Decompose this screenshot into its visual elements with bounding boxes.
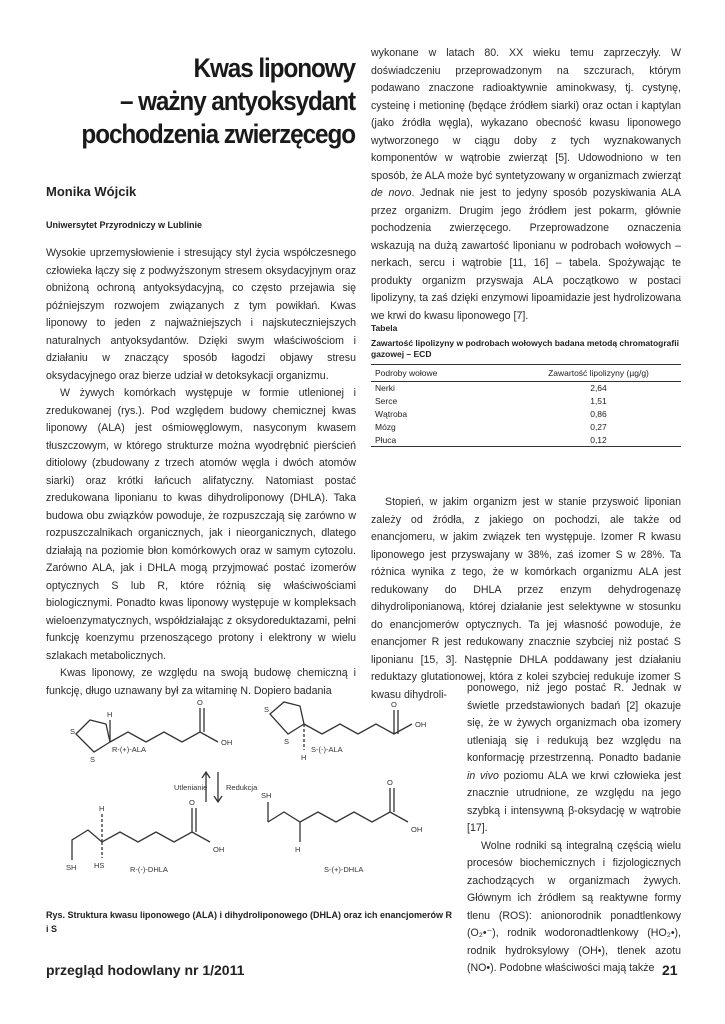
atom-oh: OH [415,720,427,729]
paragraph-isomers [467,680,681,838]
s-dhla-chain [268,812,408,822]
text-emphasis: in vivo [467,769,499,782]
s-ala-label: S-(-)-ALA [311,745,343,754]
right-column-middle [371,494,681,704]
paragraph-vitamin: Kwas liponowy, ze względu na swoją budowę chemiczną i funkcję, długo uznawany był za witaminę N. Dopiero badania [46,667,356,697]
right-column-bottom [467,680,681,978]
s-ala-carbonyl [394,710,398,734]
data-table [371,323,681,447]
page-number: 21 [662,962,678,978]
r-ala-chain [110,732,218,742]
atom-s: S [90,755,96,764]
column-header-content: Zawartość lipolizyny (µg/g) [548,368,649,378]
atom-h: H [107,710,113,719]
column-header-organ: Podroby wołowe [375,368,438,378]
figure-caption: Rys. Struktura kwasu liponowego (ALA) i dihydroliponowego (DHLA) oraz ich enancjomerów R i S [46,910,453,934]
organ-name: Płuca [375,434,397,445]
text-run: ponowego, niż jego postać R. Jednak w świetle przedstawionych badań [2] okazuje się, że w żywych organizmach oba izomery utleniają się i redukują bez względu na konformację przestrzenną. Ponadto badanie [467,682,681,764]
atom-oh: OH [213,845,225,854]
s-ala-chain [304,724,412,734]
organ-name: Wątroba [375,409,408,419]
organ-name: Mózg [375,422,396,432]
s-dhla-carbonyl [390,788,394,812]
journal-footer: przegląd hodowlany nr 1/2011 [46,962,245,978]
s-ala-ring [270,702,304,734]
atom-s: S [264,705,270,714]
title-line-1: Kwas liponowy [193,53,355,83]
atom-sh: SH [66,863,77,872]
organ-value: 1,51 [590,396,607,406]
paragraph-intro: Wysokie uprzemysłowienie i stresujący styl życia współczesnego człowieka łączy się z podwyższonym stresem oksydacyjnym oraz obniżoną ochroną antyoksydacyjną, co często przejawia się późniejszym rozwojem związanych z tym powikłań. Kwas liponowy to jeden z najważniejszych i najskuteczniejszych naturalnych antyoksydantów. Dzięki swym właściwościom i działaniu w znaczący sposób łagodzi objawy stresu oksydacyjnego oraz bierze udział w detoksykacji organizmu. [46,247,356,382]
paragraph-research [371,45,681,325]
author-name: Monika Wójcik [46,184,137,199]
atom-o: O [197,698,203,707]
chemical-structure-figure [46,690,456,902]
reduction-arrow [214,772,222,802]
paragraph-enantiomers: Stopień, w jakim organizm jest w stanie przyswoić liponian zależy od źródła, z jakiego on pochodzi, ale także od enancjomeru, w jakim związek ten występuje. Izomer R kwasu liponowego jest przyswajany w 38%, zaś izomer S w 28%. Ta różnica wynika z tego, że w komórkach organizmu ALA jest redukowany do DHLA przez enzym dehydrogenazę dihydroliponianową, której działanie jest selektywne w stosunku do enancjomerów optycznych. Ta jej własność powoduje, że enancjomer R jest redukowany znacznie szybciej niż postać S liponianu [15, 3]. Następnie DHLA poddawany jest działaniu reduktazy glutationowej, która z kolei szybciej redukuje izomer S kwasu dihydroli- [371,496,681,701]
title-line-3: pochodzenia zwierzęcego [81,119,355,149]
reduction-label: Redukcja [226,783,258,792]
atom-o: O [189,798,195,807]
organ-name: Serce [375,396,398,406]
atom-sh: SH [261,791,272,800]
atom-hs: HS [94,861,105,870]
table-row [371,395,681,408]
right-column-top [371,45,681,325]
atom-h: H [99,804,105,813]
r-dhla-chain [72,830,210,860]
organ-value: 0,12 [590,434,607,445]
article-title [72,52,356,151]
table-caption: Zawartość lipolizyny w podrobach wołowych badana metodą chromatografii gazowej – ECD [371,338,679,359]
author-affiliation: Uniwersytet Przyrodniczy w Lublinie [46,220,203,230]
organ-value: 0,86 [590,409,607,419]
table-label: Tabela [371,323,398,333]
organ-value: 0,27 [590,422,607,432]
table-row [371,382,681,395]
atom-oh: OH [411,825,423,834]
atom-o: O [387,778,393,787]
paragraph-structure: W żywych komórkach występuje w formie utlenionej i zredukowanej (rys.). Pod względem budowy chemicznej kwas liponowy (ALA) jest ośmiowęglowym, nasyconym kwasem tłuszczowym, w którego strukturze można wyodrębnić pierścień ditiolowy (zbudowany z trzech atomów węgla i dwóch atomów siarki) oraz krótki łańcuch alifatyczny. Natomiast postać zredukowana liponianu to kwas dihydroliponowy (DHLA). Taka budowa obu związków powoduje, że rozpuszczają się zarówno w rozpuszczalnikach organicznych, jak i nieorganicznych, dlatego działają na poziomie błon komórkowych oraz w samym cytozolu. Zarówno ALA, jak i DHLA mogą przyjmować postać izomerów optycznych S lub R, które różnią się właściwościami biologicznymi. Ponadto kwas liponowy występuje w kompleksach wieloenzymatycznych, współdziałając z oksydoreduktazami, pełni funkcję koenzymu przenoszącego protony i elektrony w wielu szlakach metabolicznych. [46,387,356,662]
r-ala-ring [76,720,110,752]
lipolysine-table [371,364,681,447]
text-run: poziomu ALA we krwi człowieka jest znacznie utrudnione, ze względu na jego szybką i intensywną β-oksydację w wątrobie [17]. [467,769,682,834]
atom-oh: OH [221,738,233,747]
text-run: . Jednak nie jest to jedyny sposób pozyskiwania ALA przez organizm. Drugim jego źródłem jest pokarm, głównie pochodzenia zwierzęcego. Przeprowadzone oznaczenia wskazują na dużą zawartość liponianu w podrobach wołowych – nerkach, sercu i wątrobie [11, 16] – tabela. Spożywając te produkty organizm przyswaja ALA początkowo w postaci lipolizyny, ta zaś dzięki enzymowi lipoamidazie jest hydrolizowana we krwi do kwasu liponowego [7]. [371,187,681,322]
paragraph-free-radicals: Wolne rodniki są integralną częścią wielu procesów biochemicznych i fizjologicznych zachodzących w organizmach żywych. Głównym ich źródłem są reaktywne formy tlenu (ROS): anionorodnik ponadtlenkowy (O₂•⁻), rodnik wodoronadtlenkowy (HO₂•), rodnik hydroksylowy (OH•), tlenek azotu (NO•). Podobne właściwości mają także [467,839,681,974]
oxidation-label: Utlenianie [174,783,208,792]
r-dhla-label: R-(-)-DHLA [130,865,168,874]
s-dhla-sh-bond [268,802,300,842]
table-row [371,408,681,421]
structures [72,702,412,860]
atom-s: S [284,737,290,746]
title-line-2: – ważny antyoksydant [120,86,355,116]
r-ala-label: R-(+)-ALA [112,745,146,754]
atom-h: H [295,845,301,854]
table-header-row [371,365,681,382]
s-dhla-label: S-(+)-DHLA [324,865,364,874]
text-emphasis: de novo [371,187,412,199]
left-column [46,245,356,700]
r-dhla-carbonyl [192,808,196,832]
table-row [371,421,681,434]
atom-h: H [301,753,307,762]
organ-name: Nerki [375,383,395,394]
organ-value: 2,64 [590,383,607,394]
text-run: wykonane w latach 80. XX wieku temu zaprzeczyły. W doświadczeniu przeprowadzonym na szczurach, którym podawano znaczone radioaktywnie aminokwasy, tj. cystynę, cysteinę i metioninę (będące źródłem siarki) oraz octan i kaptylan (jako źródła węgla), wykazano obecność kwasu liponowego wytworzonego w ciągu doby z tych wyznakowanych komponentów w wątrobie zwierząt [5]. Udowodniono w ten sposób, że ALA może być syntetyzowany w organizmach zwierząt [371,47,681,182]
r-ala-carbonyl [200,708,204,732]
atom-s: S [70,727,76,736]
table-row [371,434,681,447]
atom-o: O [391,700,397,709]
